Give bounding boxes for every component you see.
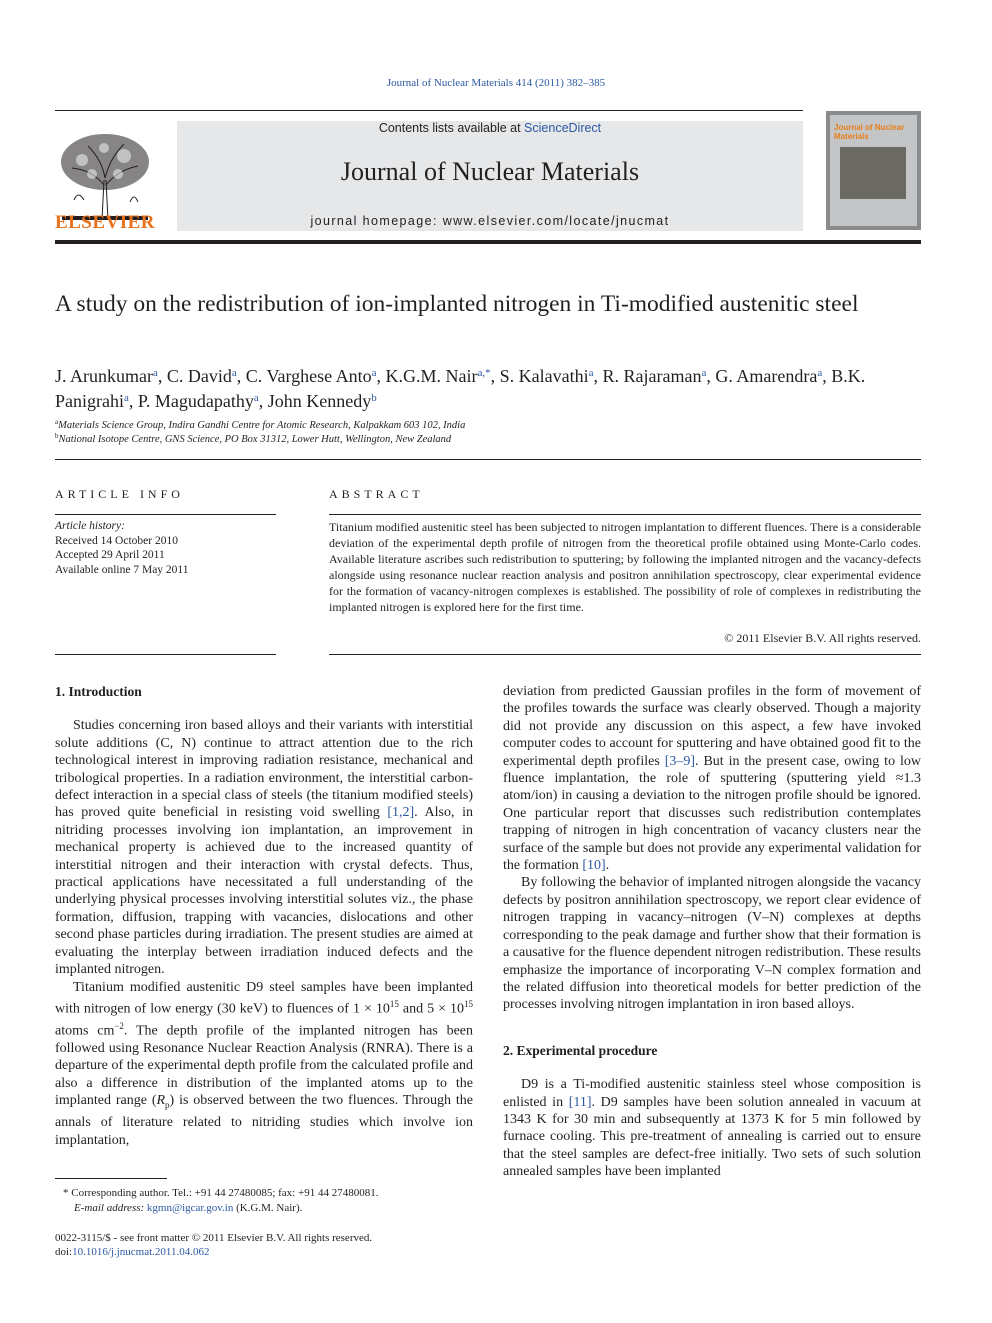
author-affiliation-mark[interactable]: a	[253, 392, 259, 404]
section-heading-introduction: 1. Introduction	[55, 684, 142, 699]
affiliation-rule	[55, 459, 921, 460]
author-affiliation-mark[interactable]: a	[124, 392, 129, 404]
abstract-text: Titanium modified austenitic steel has been subjected to nitrogen implantation to different fluences. There is a considerable deviation of the experimental depth profile of nitrogen from the theoretical profile obtained using Monte-Carlo codes. Available literature ascribes such redistribution to sputtering; by following the implanted nitrogen and the vacancy-defects alongside using resonance nuclear reaction analysis and positron annihilation spectroscopy, clear experimental evidence for the formation of vacancy-nitrogen complexes is established. The possibility of role of complexes in redistributing the implanted nitrogen is explored here for the first time.	[329, 520, 921, 614]
front-matter-info	[55, 1231, 485, 1259]
author-name[interactable]: John Kennedy	[267, 391, 372, 411]
paragraph-2	[55, 979, 473, 1150]
p3-text-c: .	[605, 858, 610, 874]
footnotes	[55, 1186, 485, 1216]
cover-image	[840, 147, 906, 199]
email-note	[55, 1201, 485, 1216]
affiliation-b-mark: b	[55, 432, 59, 440]
paragraph-4: By following the behavior of implanted nitrogen alongside the vacancy defects by positron annihilation spectroscopy, we report clear evidence of nitrogen trapping in vacancy–nitrogen (V–N) complexes at depths corresponding to the peak damage and further show that their formation is a causative for the fluence dependent nitrogen redistribution. These results emphasize the importance of incorporating V–N complex formation and the related diffusion into theoretical models for better prediction of the processes involving nitrogen implantation in iron based alloys.	[503, 875, 921, 1013]
received-date: Received 14 October 2010	[55, 534, 178, 547]
author-name[interactable]: B.K. Panigrahi	[55, 366, 866, 411]
body-column-right	[503, 683, 921, 1181]
article-info-heading: ARTICLE INFO	[55, 487, 184, 501]
article-info-rule	[55, 514, 276, 515]
corresponding-text: Corresponding author. Tel.: +91 44 27480085; fax: +91 44 27480081.	[68, 1187, 379, 1199]
journal-reference[interactable]: Journal of Nuclear Materials 414 (2011) 382–385	[386, 77, 606, 89]
affiliation-b	[55, 432, 451, 445]
online-date: Available online 7 May 2011	[55, 563, 189, 576]
affiliation-a-mark: a	[55, 418, 59, 426]
cover-panel	[830, 115, 917, 226]
header-thick-rule	[55, 240, 921, 244]
cover-title: Journal of Nuclear Materials	[834, 123, 905, 141]
author-separator: ,	[706, 366, 716, 386]
ref-link-10[interactable]: [10]	[582, 858, 606, 874]
accepted-date: Accepted 29 April 2011	[55, 549, 165, 561]
journal-cover-thumbnail[interactable]	[826, 111, 921, 230]
p3-text-b: . But in the present case, owing to low fluence implantation, the role of sputtering (sputtering yield ≈1.3 atom/ion) in causing a deviation to the nitrogen profile should be ignored. One particular report that discusses such redistribution contemplates trapping of nitrogen in high concentration of vacancy clusters near the surface of the sample but does not provide any experimental validation for the formation	[503, 753, 921, 874]
article-info-bottom-rule	[55, 654, 276, 655]
corresponding-mark: *	[63, 1187, 69, 1199]
doi-label: doi:	[55, 1246, 73, 1258]
author-affiliation-mark[interactable]: a	[817, 367, 823, 379]
ref-link-3-9[interactable]: [3–9]	[664, 753, 696, 769]
p1-text-a: Studies concerning iron based alloys and their variants with interstitial solute additions (C, N) continue to attract attention due to the rich technological interest in improving radiation resistance, mechanical and tribological properties. In a radiation environment, the interstitial carbon-defect interaction in a special class of steels (the titanium modified steels) has proved quite beneficial in resisting void swelling	[55, 718, 473, 821]
doi-link[interactable]: 10.1016/j.jnucmat.2011.04.062	[72, 1246, 210, 1258]
author-separator: ,	[236, 366, 246, 386]
journal-homepage[interactable]: journal homepage: www.elsevier.com/locate/jnucmat	[310, 214, 670, 228]
body-column-left	[55, 683, 473, 1149]
email-owner: (K.G.M. Nair).	[233, 1202, 303, 1214]
p2-rp-symbol: R	[156, 1093, 166, 1109]
author-affiliation-mark[interactable]: a	[153, 367, 158, 379]
p2-exp-2: 15	[464, 998, 474, 1009]
author-affiliation-mark[interactable]: a	[371, 367, 377, 379]
email-label: E-mail address:	[74, 1202, 147, 1214]
p2-text-b: and 5 × 10	[398, 1001, 465, 1017]
doi-line	[55, 1245, 485, 1259]
paragraph-5	[503, 1076, 921, 1180]
affiliation-a-text: Materials Science Group, Indira Gandhi Centre for Atomic Research, Kalpakkam 603 102, India	[58, 420, 466, 431]
p2-text-c: atoms cm	[55, 1023, 115, 1039]
abstract-heading: ABSTRACT	[329, 487, 424, 501]
author-separator: ,	[376, 366, 386, 386]
publisher-wordmark: ELSEVIER	[54, 212, 156, 233]
journal-title: Journal of Nuclear Materials	[340, 157, 640, 186]
author-name[interactable]: G. Amarendra	[715, 366, 818, 386]
p5-text-b: . D9 samples have been solution annealed in vacuum at 1343 K for 30 min and subsequently at 1373 K for 5 min followed by furnace cooling. This pre-treatment of annealing is carried out to ensure that the steel samples are defect-free initially. Two sets of such solution annealed samples have been implanted	[503, 1094, 922, 1180]
header-rule	[55, 110, 803, 111]
article-title: A study on the redistribution of ion-implanted nitrogen in Ti-modified austenitic steel	[55, 291, 859, 317]
issn-line: 0022-3115/$ - see front matter © 2011 Elsevier B.V. All rights reserved.	[55, 1232, 373, 1244]
p5-text-a: D9 is a Ti-modified austenitic stainless steel whose composition is enlisted in	[503, 1077, 921, 1110]
p2-text-d: . The depth profile of the implanted nitrogen has been followed using Resonance Nuclear Reaction Analysis (RNRA). There is a departure of the experimental depth profile from the calculated profile and also a difference in distribution of the implanted atoms up to the implanted range (	[55, 1023, 473, 1109]
p2-exp-3: −2	[114, 1020, 124, 1031]
sciencedirect-link[interactable]: ScienceDirect	[524, 121, 602, 135]
affiliation-a	[55, 418, 465, 431]
author-name[interactable]: P. Magudapathy	[137, 391, 254, 411]
author-separator: ,	[593, 366, 603, 386]
author-separator: ,	[822, 366, 832, 386]
author-affiliation-mark[interactable]: a,*	[477, 367, 491, 379]
p2-text-a: Titanium modified austenitic D9 steel samples have been implanted with nitrogen of low energy (30 keV) to fluences of 1 × 10	[55, 979, 473, 1017]
article-history	[55, 519, 276, 577]
paragraph-3	[503, 683, 921, 874]
author-affiliation-mark[interactable]: a	[588, 367, 594, 379]
section-heading-experimental: 2. Experimental procedure	[503, 1042, 658, 1058]
p2-exp-1: 15	[389, 998, 399, 1009]
author-name[interactable]: C. Varghese Anto	[245, 366, 372, 386]
author-separator: ,	[490, 366, 500, 386]
ref-link-11[interactable]: [11]	[568, 1094, 592, 1110]
author-name[interactable]: J. Arunkumar	[55, 366, 153, 386]
author-separator: ,	[128, 391, 138, 411]
author-separator: ,	[157, 366, 167, 386]
author-affiliation-mark[interactable]: a	[231, 367, 237, 379]
author-separator: ,	[258, 391, 268, 411]
journal-banner	[177, 121, 803, 231]
author-name[interactable]: C. David	[166, 366, 232, 386]
corresponding-author-note	[55, 1186, 485, 1201]
contents-line	[177, 121, 803, 135]
author-name[interactable]: S. Kalavathi	[499, 366, 589, 386]
p3-text-a: deviation from predicted Gaussian profiles in the form of movement of the profiles towards the surface was clearly observed. Though a majority did not provide any discussion on this aspect, a few have invoked computer codes to account for sputtering and have obtained good fit to the experimental depth profiles	[503, 684, 921, 769]
author-affiliation-mark[interactable]: a	[701, 367, 707, 379]
p2-text-e: ) is observed between the two fluences. Through the annals of literature related to nitriding studies which involve ion implantation,	[55, 1093, 473, 1148]
p2-rp-sub: p	[165, 1100, 170, 1111]
author-affiliation-mark[interactable]: b	[371, 392, 377, 404]
footnote-rule	[55, 1178, 167, 1179]
author-list	[55, 362, 935, 412]
author-name[interactable]: K.G.M. Nair	[385, 366, 478, 386]
p1-text-b: . Also, in nitriding processes involving ion implantation, an improvement in mechanical property is achieved due to the increased quantity of interstitial nitrogen and their interaction with crystal defects. Thus, practical applications have necessitated a full understanding of the underlying physical processes involving interstitial solutes viz., the phase formation, diffusion, trapping with vacancies, dislocations and other second phase particles during irradiation. The present studies are aimed at evaluating the interplay between irradiation induced defects and the implanted nitrogen.	[55, 805, 473, 978]
contents-prefix: Contents lists available at	[378, 121, 525, 135]
paragraph-1	[55, 717, 473, 978]
history-label: Article history:	[55, 520, 125, 532]
abstract-copyright: © 2011 Elsevier B.V. All rights reserved.	[724, 631, 921, 645]
abstract-bottom-rule	[329, 654, 921, 655]
author-name[interactable]: R. Rajaraman	[602, 366, 702, 386]
email-link[interactable]: kgmn@igcar.gov.in	[146, 1202, 234, 1214]
abstract-rule	[329, 514, 921, 515]
affiliation-b-text: National Isotope Centre, GNS Science, PO Box 31312, Lower Hutt, Wellington, New Zealand	[58, 434, 452, 445]
ref-link-1-2[interactable]: [1,2]	[387, 805, 415, 821]
